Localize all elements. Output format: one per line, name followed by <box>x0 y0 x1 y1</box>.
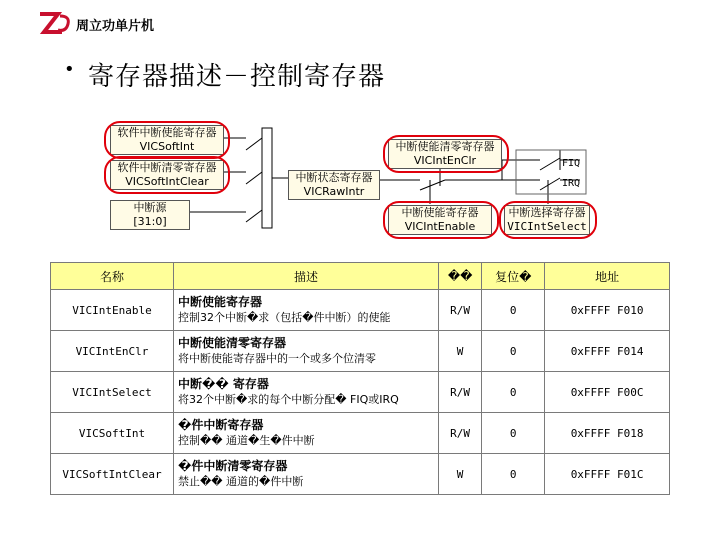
row-text: 控制�� 通道�生�件中断 <box>178 434 315 447</box>
enable-cn: 中断使能寄存器 <box>401 206 479 219</box>
softint-box <box>110 125 224 155</box>
row-reset: 0 <box>482 372 545 413</box>
row-access: R/W <box>439 290 482 331</box>
row-address: 0xFFFF F018 <box>545 413 670 454</box>
softintclear-cn: 软件中断清零寄存器 <box>117 161 217 174</box>
row-desc <box>174 331 439 372</box>
row-desc <box>174 413 439 454</box>
header-access: �� <box>439 263 482 290</box>
select-cn: 中断选择寄存器 <box>508 206 586 219</box>
source-range: [31:0] <box>133 215 167 228</box>
row-desc <box>174 372 439 413</box>
table-row <box>51 290 670 331</box>
row-access: R/W <box>439 372 482 413</box>
fiq-label: FIQ <box>562 158 581 169</box>
source-box <box>110 200 190 230</box>
row-reset: 0 <box>482 454 545 495</box>
register-table <box>50 262 670 495</box>
rawintr-box <box>288 170 380 200</box>
row-name: VICIntEnable <box>51 290 174 331</box>
row-text: 将中断使能寄存器中的一个或多个位清零 <box>178 352 376 365</box>
enclr-en: VICIntEnClr <box>413 154 477 167</box>
row-address: 0xFFFF F00C <box>545 372 670 413</box>
row-reset: 0 <box>482 413 545 454</box>
rawintr-en: VICRawIntr <box>303 185 365 198</box>
row-text: 将32个中断�求的每个中断分配� FIQ或IRQ <box>178 393 399 406</box>
header-reset: 复位� <box>482 263 545 290</box>
row-name: VICSoftIntClear <box>51 454 174 495</box>
select-box <box>504 205 590 235</box>
table-header-row <box>51 263 670 290</box>
header-desc: 描述 <box>174 263 439 290</box>
row-desc <box>174 454 439 495</box>
table-row <box>51 454 670 495</box>
rawintr-cn: 中断状态寄存器 <box>295 171 373 184</box>
slide-title: 寄存器描述－控制寄存器 <box>88 62 386 92</box>
softint-cn: 软件中断使能寄存器 <box>117 126 217 139</box>
bullet: • <box>64 59 75 80</box>
row-access: W <box>439 454 482 495</box>
header-name: 名称 <box>51 263 174 290</box>
row-title: 中断使能清零寄存器 <box>178 336 287 350</box>
select-en: VICIntSelect <box>507 220 587 233</box>
row-name: VICIntSelect <box>51 372 174 413</box>
row-name: VICSoftInt <box>51 413 174 454</box>
row-address: 0xFFFF F014 <box>545 331 670 372</box>
row-desc <box>174 290 439 331</box>
table-row <box>51 372 670 413</box>
enable-en: VICIntEnable <box>404 220 476 233</box>
enable-box <box>388 205 492 235</box>
irq-label: IRQ <box>562 178 581 189</box>
row-reset: 0 <box>482 290 545 331</box>
row-reset: 0 <box>482 331 545 372</box>
header-address: 地址 <box>545 263 670 290</box>
table-row <box>51 331 670 372</box>
row-access: R/W <box>439 413 482 454</box>
row-title: 中断使能寄存器 <box>178 295 263 309</box>
row-title: �件中断寄存器 <box>178 418 264 432</box>
softintclear-en: VICSoftIntClear <box>125 175 209 188</box>
row-address: 0xFFFF F01C <box>545 454 670 495</box>
table-row <box>51 413 670 454</box>
row-text: 控制32个中断�求（包括�件中断）的使能 <box>178 311 391 324</box>
row-title: �件中断清零寄存器 <box>178 459 288 473</box>
diagram-wiring <box>0 0 720 260</box>
company-name: 周立功单片机 <box>76 19 155 34</box>
row-name: VICIntEnClr <box>51 331 174 372</box>
enclr-box <box>388 139 502 169</box>
row-address: 0xFFFF F010 <box>545 290 670 331</box>
softint-en: VICSoftInt <box>139 140 195 153</box>
softintclear-box <box>110 160 224 190</box>
source-cn: 中断源 <box>133 201 167 214</box>
enclr-cn: 中断使能清零寄存器 <box>395 140 495 153</box>
row-title: 中断�� 寄存器 <box>178 377 269 391</box>
row-text: 禁止�� 通道的�件中断 <box>178 475 304 488</box>
row-access: W <box>439 331 482 372</box>
